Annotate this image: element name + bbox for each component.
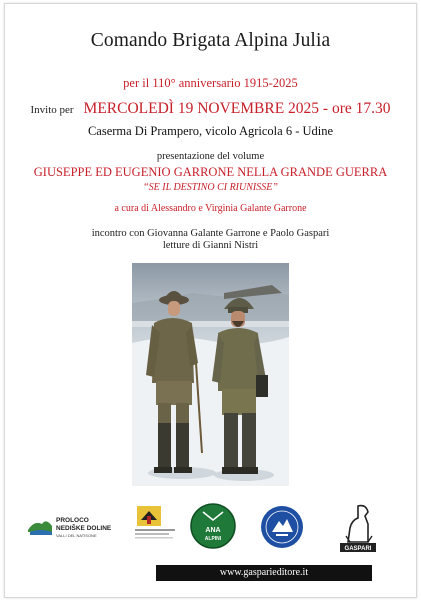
proloco-logo: [26, 512, 112, 540]
proloco-line1: PROLOCO: [56, 517, 89, 524]
gaspari-logo: [338, 502, 378, 554]
website-footer[interactable]: www.gasparieditore.it: [156, 565, 372, 581]
presentation-label: presentazione del volume: [156, 151, 265, 162]
proloco-line2: NEDIŠKE DOLINE: [56, 525, 112, 532]
book-subtitle: “SE IL DESTINO CI RIUNISSE”: [143, 182, 278, 193]
ana-alpini-logo: [189, 502, 237, 550]
event-datetime: MERCOLEDÌ 19 NOVEMBRE 2025 - ore 17.30: [83, 100, 391, 117]
proloco-line3: VALLI DEL NATISONE: [56, 533, 97, 538]
soldiers-illustration: [132, 263, 289, 486]
meeting-line: incontro con Giovanna Galante Garrone e Paolo Gaspari: [91, 228, 330, 239]
museum-logo: [133, 506, 177, 540]
curated-by: a cura di Alessandro e Virginia Galante Garrone: [114, 203, 307, 214]
invite-row: [0, 100, 421, 118]
soldiers-photo: [132, 263, 289, 486]
invite-prefix: Invito per: [30, 104, 74, 116]
readings-line: letture di Gianni Nistri: [162, 240, 259, 251]
svg-text:ANA: ANA: [205, 527, 221, 534]
logos-row: [0, 500, 421, 558]
collegio-logo: [259, 504, 305, 550]
book-title: GIUSEPPE ED EUGENIO GARRONE NELLA GRANDE GUERRA: [33, 165, 388, 179]
gaspari-label: GASPARI: [344, 546, 372, 552]
anniversary-line: per il 110° anniversario 1915-2025: [123, 76, 298, 90]
page-title: Comando Brigata Alpina Julia: [90, 30, 331, 51]
venue-line: Caserma Di Prampero, vicolo Agricola 6 - Udine: [87, 124, 334, 138]
ana-label: ALPINI: [204, 536, 222, 542]
